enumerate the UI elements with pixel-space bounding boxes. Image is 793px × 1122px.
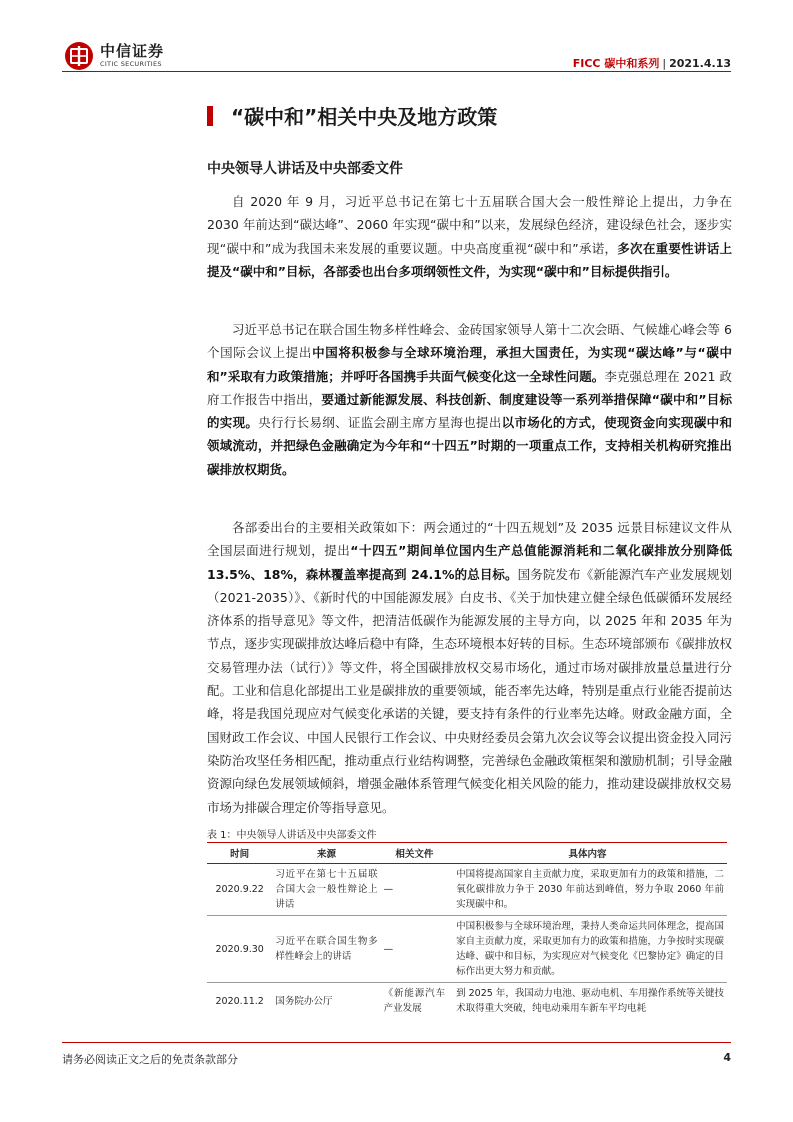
logo-chinese-name: 中信证券 xyxy=(100,42,165,61)
column-header-time: 时间 xyxy=(207,843,272,864)
text-run: 各部委出台的主要相关政策如下：两会通过的“十四五规划”及 2035 远景目标建议文件从全国层面进行规划，提出 xyxy=(207,520,732,559)
series-name: FICC 碳中和系列 xyxy=(572,57,660,70)
text-run: 国务院发布《新能源汽车产业发展规划（2021-2035）》、《新时代的中国能源发展》白皮书、《关于加快建立健全绿色低碳循环发展经济体系的指导意见》等文件，把清洁低碳作为能源发展的主导方向，以 2025 年和 2035 年为节点，逐步实现碳排放达峰后稳中有降，生态环境根本好转的目标。生态环境部颁布《碳排放权交易管理办法（试行）》等文件，将全国碳排放权交易市场化，通过市场对碳排放量总量进行分配。工业和信息化部提出工业是碳排放的重要领域，能否率先达峰，特别是重点行业能否提前达峰，将是我国兑现应对气候变化承诺的关键，要支持有条件的行业率先达峰。财政金融方面，全国财政工作会议、中国人民银行工作会议、中央财经委员会第九次会议等会议提出资金投入同污染防治攻坚任务相匹配，推动重点行业结构调整，完善绿色金融政策框架和激励机制；引导金融资源向绿色发展领域倾斜，增强金融体系管理气候变化相关风险的能力，推动建设碳排放权交易市场为排碳合理定价等指导意见。 xyxy=(207,566,733,815)
table-caption: 表 1：中央领导人讲话及中央部委文件 xyxy=(207,830,377,841)
paragraph-3 xyxy=(207,516,732,819)
column-header-source: 来源 xyxy=(272,843,380,864)
cell-time: 2020.9.22 xyxy=(207,864,272,916)
bold-text-run: 中国将积极参与全球环境治理，承担大国责任，为实现“碳达峰”与“碳中和”采取有力政策措施；并呼吁各国携手共面气候变化这一全球性问题。 xyxy=(207,345,732,384)
table-header-row xyxy=(207,843,727,864)
text-run: 习近平总书记在联合国生物多样性峰会、金砖国家领导人第十二次会晤、气候雄心峰会等 6 个国际会议上提出 xyxy=(207,322,732,361)
footer-divider xyxy=(62,1042,731,1043)
paragraph-2 xyxy=(207,318,732,481)
paragraph-text xyxy=(207,318,732,481)
column-header-detail: 具体内容 xyxy=(448,843,727,864)
sub-title: 中央领导人讲话及中央部委文件 xyxy=(207,161,403,177)
cell-document: 《新能源汽车产业发展 xyxy=(383,988,446,1014)
cell-detail: 中国将提高国家自主贡献力度，采取更加有力的政策和措施，二氧化碳排放力争于 2030 年前达到峰值，努力争取 2060 年前实现碳中和。 xyxy=(448,864,727,916)
cell-source: 习近平在第七十五届联合国大会一般性辩论上讲话 xyxy=(272,864,380,916)
cell-source: 习近平在联合国生物多样性峰会上的讲话 xyxy=(272,916,380,983)
cell-detail: 中国积极参与全球环境治理，秉持人类命运共同体理念，提高国家自主贡献力度，采取更加有力的政策和措施，力争按时实现碳达峰、碳中和目标，为实现应对气候变化《巴黎协定》确定的目标作出更大努力和贡献。 xyxy=(448,916,727,983)
cell-time: 2020.11.2 xyxy=(215,995,264,1007)
page-number: 4 xyxy=(723,1051,731,1064)
cell-detail: 到 2025 年，我国动力电池、驱动电机、车用操作系统等关键技术取得重大突破，纯电动乘用车新车平均电耗 xyxy=(456,988,724,1014)
section-title xyxy=(207,101,497,130)
page-header xyxy=(0,0,793,75)
header-separator: | xyxy=(662,57,667,70)
policy-table xyxy=(207,842,727,1019)
cell-document: — xyxy=(381,864,448,916)
text-run: 央行行长易纲、证监会副主席方星海也提出 xyxy=(258,415,502,431)
bold-text-run: 多次在重要性讲话上提及“碳中和”目标，各部委也出台多项纲领性文件，为实现“碳中和”目标提供指引。 xyxy=(207,240,732,279)
cell-document: — xyxy=(381,916,448,983)
table-row xyxy=(207,864,727,916)
report-date: 2021.4.13 xyxy=(669,57,731,70)
paragraph-1 xyxy=(207,190,732,283)
section-title-text: “碳中和”相关中央及地方政策 xyxy=(231,105,498,129)
citic-logo-icon xyxy=(64,41,94,71)
text-run: 自 2020 年 9 月，习近平总书记在第七十五届联合国大会一般性辩论上提出，力争在 2030 年前达到“碳达峰”、2060 年实现“碳中和”以来，发展绿色经济，建设绿色社会，逐步实现“碳中和”成为我国未来发展的重要议题。中央高度重视“碳中和”承诺， xyxy=(207,194,732,256)
bold-text-run: 要通过新能源发展、科技创新、制度建设等一系列举措保障“碳中和”目标的实现。 xyxy=(207,391,732,431)
citic-logo xyxy=(64,40,164,72)
bold-text-run: 以市场化的方式，使现资金向实现碳中和领域流动，并把绿色金融确定为今年和“十四五”时期的一项重点工作，支持相关机构研究推出碳排放权期货。 xyxy=(207,415,732,477)
cell-source: 国务院办公厅 xyxy=(275,995,333,1007)
paragraph-text xyxy=(207,516,732,819)
table-row xyxy=(207,916,727,983)
cell-time: 2020.9.30 xyxy=(207,916,272,983)
bold-text-run: “十四五”期间单位国内生产总值能源消耗和二氧化碳排放分别降低 13.5%、18%，森林覆盖率提高到 24.1%的总目标。 xyxy=(207,543,732,582)
report-series-header xyxy=(573,55,731,71)
logo-english-name: CITIC SECURITIES xyxy=(100,60,162,69)
column-header-document: 相关文件 xyxy=(381,843,448,864)
text-run: 李克强总理在 2021 政府工作报告中指出， xyxy=(207,368,733,407)
paragraph-text xyxy=(207,190,732,283)
header-divider xyxy=(62,71,731,72)
table-row xyxy=(207,983,727,1020)
footer-disclaimer: 请务必阅读正文之后的免责条款部分 xyxy=(62,1053,238,1066)
